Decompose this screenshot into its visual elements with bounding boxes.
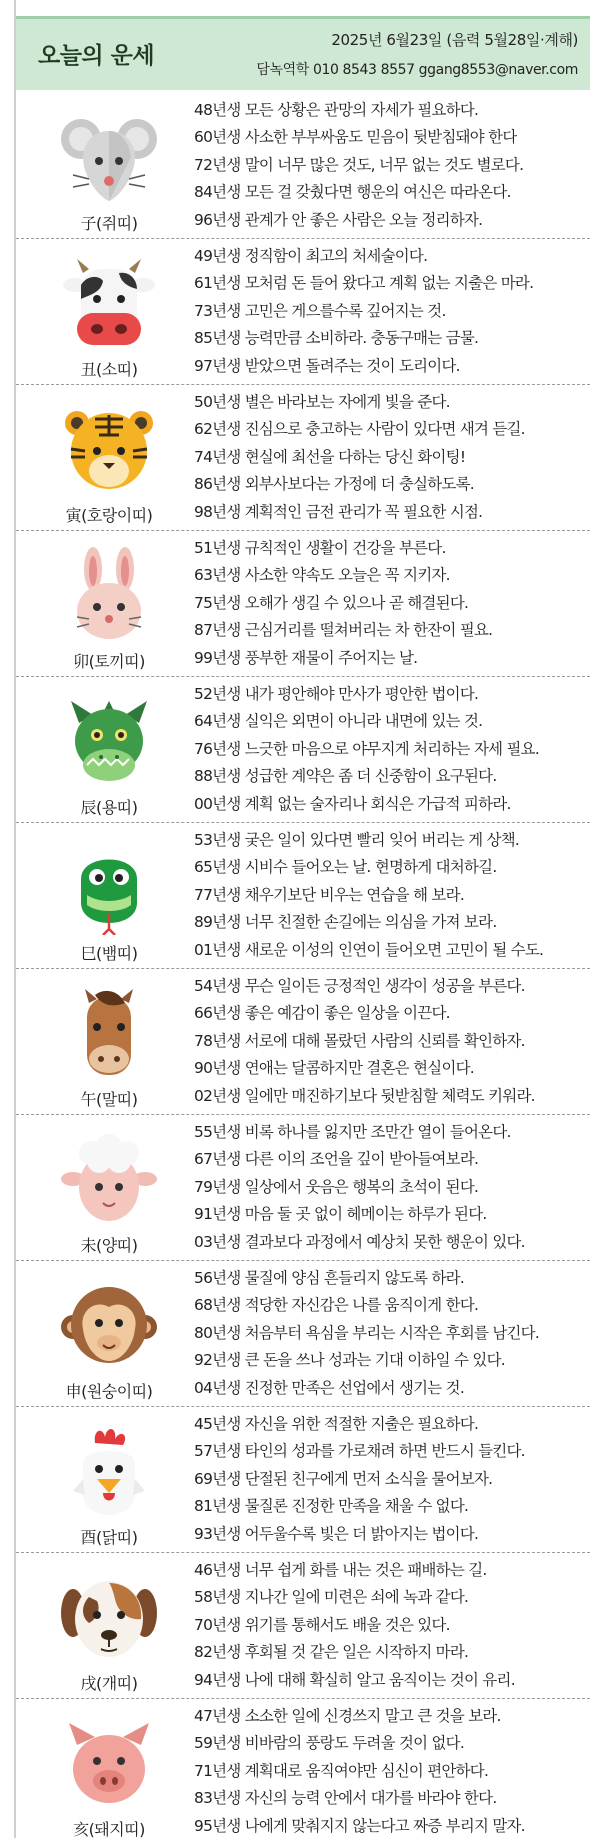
zodiac-row — [16, 1553, 590, 1699]
fortune-line: 92년생 큰 돈을 쓰나 성과는 기대 이하일 수 있다. — [194, 1351, 505, 1370]
fortune-line: 88년생 성급한 계약은 좀 더 신중함이 요구된다. — [194, 767, 497, 786]
fortune-line: 96년생 관계가 안 좋은 사람은 오늘 정리하자. — [194, 210, 483, 229]
fortune-line: 68년생 적당한 자신감은 나를 움직이게 한다. — [194, 1296, 479, 1315]
fortune-line: 99년생 풍부한 재물이 주어지는 날. — [194, 648, 418, 667]
fortune-line: 51년생 규칙적인 생활이 건강을 부른다. — [194, 539, 446, 557]
animal-label: 申(원숭이띠) — [65, 1382, 153, 1401]
fortune-line: 50년생 별은 바라보는 자에게 빛을 준다. — [194, 393, 450, 411]
fortune-line: 94년생 나에 대해 확실히 알고 움직이는 것이 유리. — [194, 1670, 515, 1689]
fortune-line: 66년생 좋은 예감이 좋은 일상을 이끈다. — [194, 1004, 450, 1023]
fortune-line: 77년생 채우기보단 비우는 연습을 해 보라. — [194, 885, 465, 904]
fortune-line: 84년생 모든 걸 갖췄다면 행운의 여신은 따라온다. — [194, 183, 511, 202]
sheep-icon — [59, 1131, 159, 1227]
fortune-line: 82년생 후회될 것 같은 일은 시작하지 마라. — [194, 1643, 469, 1662]
fortune-lines — [194, 243, 590, 380]
fortune-line: 85년생 능력만큼 소비하라. 충동구매는 금물. — [194, 329, 479, 348]
fortune-line: 00년생 계획 없는 술자리나 회식은 가급적 피하라. — [194, 794, 511, 813]
fortune-line: 55년생 비록 하나를 잃지만 조만간 열이 들어온다. — [194, 1123, 511, 1141]
fortune-line: 79년생 일상에서 웃음은 행복의 초석이 된다. — [194, 1177, 479, 1196]
monkey-icon — [59, 1277, 159, 1373]
zodiac-row — [16, 385, 590, 531]
fortune-line: 75년생 오해가 생길 수 있으나 곧 해결된다. — [194, 593, 469, 612]
fortune-line: 78년생 서로에 대해 몰랐던 사람의 신뢰를 확인하자. — [194, 1031, 525, 1050]
rabbit-icon — [59, 547, 159, 643]
horse-icon — [59, 985, 159, 1081]
zodiac-row — [16, 239, 590, 385]
fortune-line: 98년생 계획적인 금전 관리가 꼭 필요한 시점. — [194, 502, 483, 521]
header-contact: 담녹역학 010 8543 8557 ggang8553@naver.com — [256, 62, 578, 78]
dragon-icon — [59, 693, 159, 789]
fortune-line: 02년생 일에만 매진하기보다 뒷받침할 체력도 키워라. — [194, 1086, 535, 1105]
fortune-lines — [194, 973, 590, 1110]
animal-label: 酉(닭띠) — [80, 1528, 138, 1547]
animal-label: 午(말띠) — [80, 1090, 138, 1109]
fortune-line: 74년생 현실에 최선을 다하는 당신 화이팅! — [194, 447, 466, 466]
zodiac-row — [16, 93, 590, 239]
fortune-lines — [194, 97, 590, 234]
pig-icon — [59, 1715, 159, 1811]
fortune-line: 70년생 위기를 통해서도 배울 것은 있다. — [194, 1615, 450, 1634]
fortune-line: 97년생 받았으면 돌려주는 것이 도리이다. — [194, 356, 460, 375]
rat-icon — [59, 109, 159, 205]
fortune-line: 87년생 근심거리를 떨쳐버리는 차 한잔이 필요. — [194, 621, 493, 640]
fortune-line: 65년생 시비수 들어오는 날. 현명하게 대처하길. — [194, 858, 497, 877]
rooster-icon — [59, 1423, 159, 1519]
fortune-line: 60년생 사소한 부부싸움도 믿음이 뒷받침돼야 한다 — [194, 128, 517, 147]
fortune-line: 76년생 느긋한 마음으로 야무지게 처리하는 자세 필요. — [194, 739, 540, 758]
fortune-line: 47년생 소소한 일에 신경쓰지 말고 큰 것을 보라. — [194, 1707, 501, 1725]
zodiac-row — [16, 1699, 590, 1844]
animal-label: 巳(뱀띠) — [80, 944, 138, 963]
fortune-line: 86년생 외부사보다는 가정에 더 충실하도록. — [194, 475, 474, 494]
fortune-line: 64년생 실익은 외면이 아니라 내면에 있는 것. — [194, 712, 483, 731]
dog-icon — [59, 1569, 159, 1665]
fortune-line: 89년생 너무 친절한 손길에는 의심을 가져 보라. — [194, 913, 497, 932]
fortune-line: 49년생 정직함이 최고의 처세술이다. — [194, 247, 428, 265]
fortune-line: 80년생 처음부터 욕심을 부리는 시작은 후회를 남긴다. — [194, 1323, 540, 1342]
zodiac-row — [16, 677, 590, 823]
zodiac-row — [16, 1115, 590, 1261]
fortune-lines — [194, 1265, 590, 1402]
header-banner — [16, 16, 590, 90]
animal-label: 辰(용띠) — [80, 798, 138, 817]
fortune-line: 53년생 궂은 일이 있다면 빨리 잊어 버리는 게 상책. — [194, 831, 520, 849]
fortune-lines — [194, 1411, 590, 1548]
fortune-line: 62년생 진심으로 충고하는 사람이 있다면 새겨 듣길. — [194, 420, 525, 439]
fortune-line: 03년생 결과보다 과정에서 예상치 못한 행운이 있다. — [194, 1232, 525, 1251]
animal-label: 亥(돼지띠) — [73, 1820, 145, 1839]
fortune-line: 72년생 말이 너무 많은 것도, 너무 없는 것도 별로다. — [194, 155, 524, 174]
fortune-line: 71년생 계획대로 움직여야만 심신이 편안하다. — [194, 1761, 489, 1780]
fortune-line: 83년생 자신의 능력 안에서 대가를 바라야 한다. — [194, 1789, 497, 1808]
zodiac-row — [16, 969, 590, 1115]
fortune-line: 46년생 너무 쉽게 화를 내는 것은 패배하는 길. — [194, 1561, 487, 1579]
animal-label: 未(양띠) — [80, 1236, 138, 1255]
fortune-line: 95년생 나에게 맞춰지지 않는다고 짜증 부리지 말자. — [194, 1816, 525, 1835]
fortune-line: 45년생 자신을 위한 적절한 지출은 필요하다. — [194, 1415, 479, 1433]
animal-label: 子(쥐띠) — [80, 214, 138, 233]
animal-label: 卯(토끼띠) — [73, 652, 145, 671]
fortune-lines — [194, 827, 590, 964]
fortune-line: 61년생 모처럼 돈 들어 왔다고 계획 없는 지출은 마라. — [194, 274, 534, 293]
fortune-line: 67년생 다른 이의 조언을 깊이 받아들여보라. — [194, 1150, 479, 1169]
fortune-line: 01년생 새로운 이성의 인연이 들어오면 고민이 될 수도. — [194, 940, 544, 959]
zodiac-list — [16, 93, 590, 1844]
fortune-lines — [194, 1557, 590, 1694]
animal-label: 寅(호랑이띠) — [65, 506, 153, 525]
tiger-icon — [59, 401, 159, 497]
fortune-line: 57년생 타인의 성과를 가로채려 하면 반드시 들킨다. — [194, 1442, 525, 1461]
fortune-line: 69년생 단절된 친구에게 먼저 소식을 물어보자. — [194, 1469, 493, 1488]
fortune-line: 56년생 물질에 양심 흔들리지 않도록 하라. — [194, 1269, 465, 1287]
animal-label: 戌(개띠) — [80, 1674, 138, 1693]
page-title: 오늘의 운세 — [38, 43, 155, 69]
fortune-line: 90년생 연애는 달콤하지만 결혼은 현실이다. — [194, 1059, 474, 1078]
fortune-line: 58년생 지나간 일에 미련은 쇠에 녹과 같다. — [194, 1588, 469, 1607]
fortune-lines — [194, 1703, 590, 1840]
zodiac-row — [16, 531, 590, 677]
snake-icon — [59, 839, 159, 935]
fortune-line: 54년생 무슨 일이든 긍정적인 생각이 성공을 부른다. — [194, 977, 525, 995]
ox-icon — [59, 255, 159, 351]
fortune-line: 63년생 사소한 약속도 오늘은 꼭 지키자. — [194, 566, 450, 585]
fortune-line: 04년생 진정한 만족은 선업에서 생기는 것. — [194, 1378, 465, 1397]
fortune-line: 73년생 고민은 게으를수록 깊어지는 것. — [194, 301, 446, 320]
fortune-lines — [194, 1119, 590, 1256]
fortune-line: 52년생 내가 평안해야 만사가 평안한 법이다. — [194, 685, 479, 703]
fortune-line: 91년생 마음 둘 곳 없이 헤메이는 하루가 된다. — [194, 1205, 487, 1224]
fortune-lines — [194, 389, 590, 526]
fortune-line: 93년생 어두울수록 빛은 더 밝아지는 법이다. — [194, 1524, 479, 1543]
fortune-line: 48년생 모든 상황은 관망의 자세가 필요하다. — [194, 101, 479, 119]
animal-label: 丑(소띠) — [80, 360, 138, 379]
zodiac-row — [16, 1407, 590, 1553]
fortune-lines — [194, 535, 590, 672]
header-date: 2025년 6월23일 (음력 5월28일·계해) — [331, 31, 578, 49]
zodiac-row — [16, 823, 590, 969]
zodiac-row — [16, 1261, 590, 1407]
fortune-lines — [194, 681, 590, 818]
fortune-line: 59년생 비바람의 풍랑도 두려울 것이 없다. — [194, 1734, 465, 1753]
fortune-line: 81년생 물질론 진정한 만족을 채울 수 없다. — [194, 1497, 469, 1516]
